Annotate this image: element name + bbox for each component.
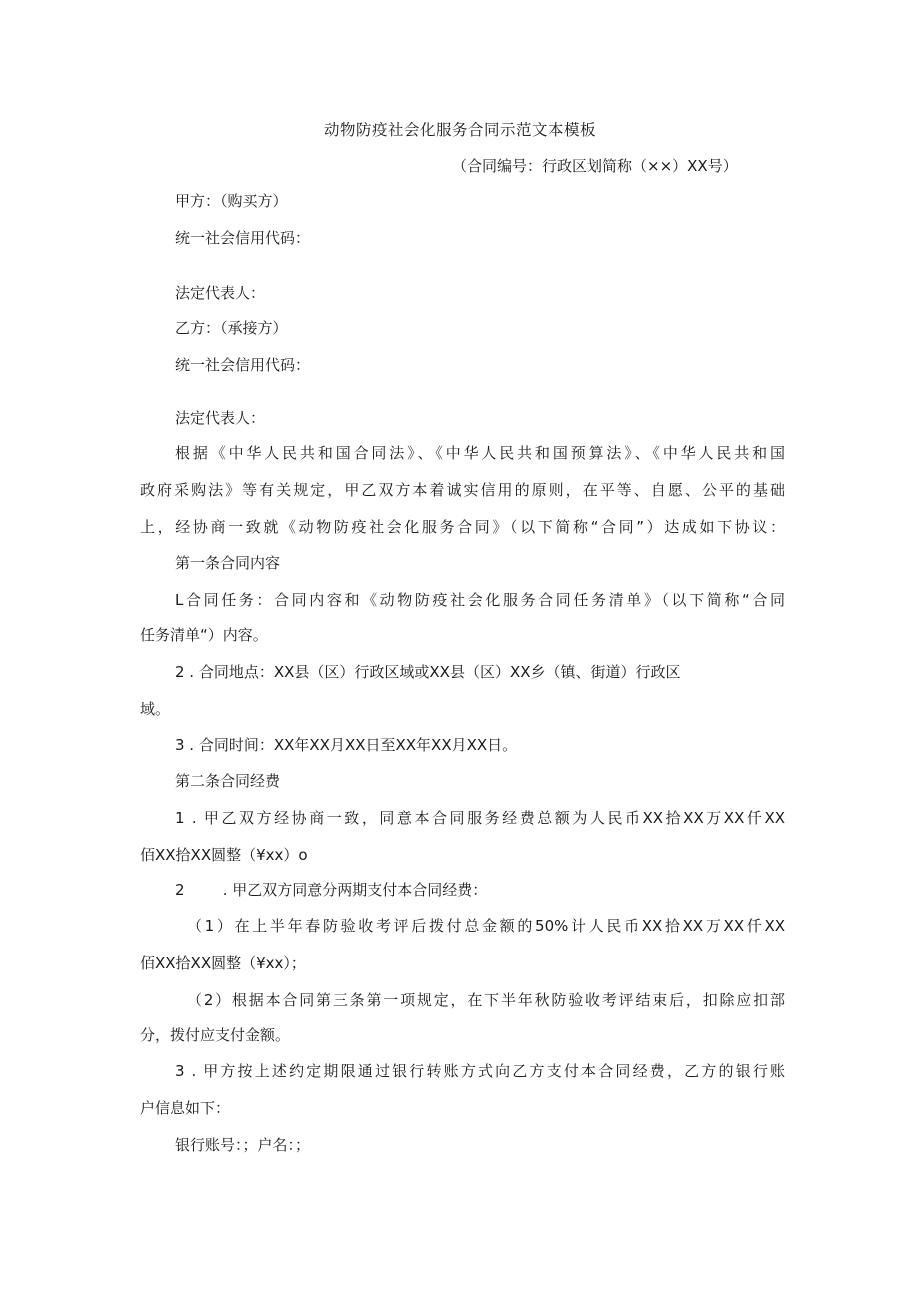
article-2-item-2-sub-1: （1）在上半年春防验收考评后拨付总金额的50%计人民币XX拾XX万XX仟XX — [187, 917, 785, 935]
party-b-credit-code: 统一社会信用代码： — [175, 356, 311, 374]
party-b: 乙方：（承接方） — [175, 319, 288, 337]
article-2-item-3: 3 . 甲方按上述约定期限通过银行转账方式向乙方支付本合同经费，乙方的银行账 — [175, 1062, 785, 1080]
party-b-representative: 法定代表人： — [175, 409, 266, 427]
article-2-item-2-sub-2: （2）根据本合同第三条第一项规定，在下半年秋防验收考评结束后，扣除应扣部 — [187, 991, 785, 1009]
preamble-line: 上，经协商一致就《动物防疫社会化服务合同》（以下简称“合同”）达成如下协议： — [140, 518, 785, 536]
party-a-credit-code: 统一社会信用代码： — [175, 229, 311, 247]
preamble-line: 政府采购法》等有关规定，甲乙双方本着诚实信用的原则，在平等、自愿、公平的基础 — [140, 481, 785, 499]
article-2-heading: 第二条合同经费 — [175, 772, 281, 790]
party-a: 甲方：（购买方） — [175, 192, 288, 210]
preamble-line: 根据《中华人民共和国合同法》、《中华人民共和国预算法》、《中华人民共和国 — [175, 444, 785, 462]
article-1-item-2-cont: 域。 — [140, 700, 171, 718]
article-2-item-2: 2 . 甲乙双方同意分两期支付本合同经费： — [175, 881, 488, 899]
contract-number: （合同编号：行政区划简称（××）XX号） — [452, 157, 738, 175]
article-2-item-1: 1 . 甲乙双方经协商一致，同意本合同服务经费总额为人民币XX拾XX万XX仟XX — [175, 809, 785, 827]
article-2-item-2-sub-1-cont: 佰XX拾XX圆整（¥xx）； — [140, 954, 306, 972]
document-title: 动物防疫社会化服务合同示范文本模板 — [323, 121, 596, 139]
article-2-item-1-cont: 佰XX拾XX圆整（¥xx）o — [140, 846, 308, 864]
article-2-item-3-cont: 户信息如下： — [140, 1099, 231, 1117]
article-1-item-1: L合同任务：合同内容和《动物防疫社会化服务合同任务清单》（以下简称“合同 — [175, 591, 785, 609]
article-1-item-1-cont: 任务清单“）内容。 — [140, 626, 268, 644]
article-2-item-2-sub-2-cont: 分，拨付应支付金额。 — [140, 1026, 291, 1044]
article-1-item-3: 3 . 合同时间：XX年XX月XX日至XX年XX月XX日。 — [175, 736, 518, 754]
party-a-representative: 法定代表人： — [175, 284, 266, 302]
bank-account-info: 银行账号：；户名：； — [175, 1136, 311, 1154]
article-1-item-2: 2 . 合同地点：XX县（区）行政区域或XX县（区）XX乡（镇、街道）行政区 — [175, 663, 681, 681]
article-1-heading: 第一条合同内容 — [175, 554, 281, 572]
